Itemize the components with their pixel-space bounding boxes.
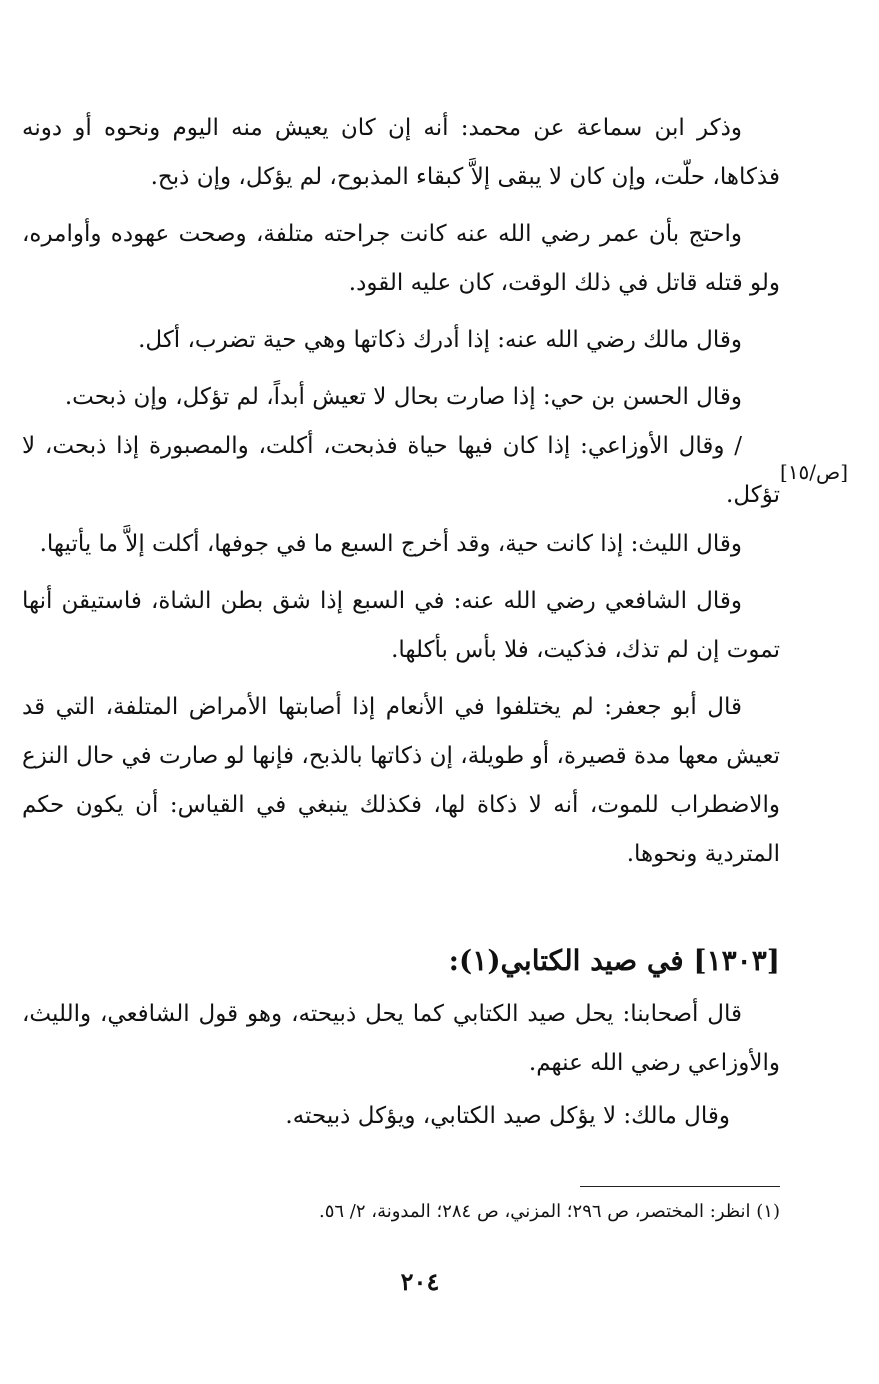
paragraph: وقال الليث: إذا كانت حية، وقد أخرج السبع ما في جوفها، أكلت إلاَّ ما يأتيها. — [39, 531, 742, 557]
section-text-block — [22, 990, 780, 1141]
paragraph: وقال الشافعي رضي الله عنه: في السبع إذا شق بطن الشاة، فاستيقن أنها تموت إن لم تذك، فذكيت، فلا بأس بأكلها. — [22, 588, 780, 663]
paragraph: وذكر ابن سماعة عن محمد: أنه إن كان يعيش منه اليوم ونحوه أو دونه فذكاها، حلّت، وإن كان لا يبقى إلاَّ كبقاء المذبوح، لم يؤكل، وإن ذبح. — [22, 115, 780, 190]
footnote-divider — [580, 1186, 780, 1187]
page-number: ٢٠٤ — [400, 1267, 440, 1296]
paragraph: قال أبو جعفر: لم يختلفوا في الأنعام إذا أصابتها الأمراض المتلفة، التي قد تعيش معها مدة قصيرة، أو طويلة، إن ذكاتها بالذبح، فإنها لو صارت في حال النزع والاضطراب للموت، أنه لا ذكاة لها، فكذلك ينبغي في القياس: أن يكون حكم المتردية ونحوها. — [22, 694, 780, 867]
margin-page-reference: [ص/١٥] — [780, 460, 849, 484]
paragraph: / وقال الأوزاعي: إذا كان فيها حياة فذبحت، أكلت، والمصبورة إذا ذبحت، لا تؤكل. — [22, 433, 780, 508]
main-text-block — [22, 104, 780, 879]
footnote: (١) انظر: المختصر، ص ٢٩٦؛ المزني، ص ٢٨٤؛ المدونة، ٢/ ٥٦. — [319, 1201, 780, 1222]
paragraph: وقال مالك رضي الله عنه: إذا أدرك ذكاتها وهي حية تضرب، أكل. — [138, 327, 742, 353]
paragraph: وقال الحسن بن حي: إذا صارت بحال لا تعيش أبداً، لم تؤكل، وإن ذبحت. — [64, 384, 742, 410]
paragraph: قال أصحابنا: يحل صيد الكتابي كما يحل ذبيحته، وهو قول الشافعي، والليث، والأوزاعي رضي الله عنهم. — [22, 1001, 780, 1076]
section-heading: [١٣٠٣] في صيد الكتابي(١): — [448, 944, 780, 977]
paragraph: واحتج بأن عمر رضي الله عنه كانت جراحته متلفة، وصحت عهوده وأوامره، ولو قتله قاتل في ذلك الوقت، كان عليه القود. — [22, 221, 780, 296]
paragraph: وقال مالك: لا يؤكل صيد الكتابي، ويؤكل ذبيحته. — [285, 1103, 730, 1129]
